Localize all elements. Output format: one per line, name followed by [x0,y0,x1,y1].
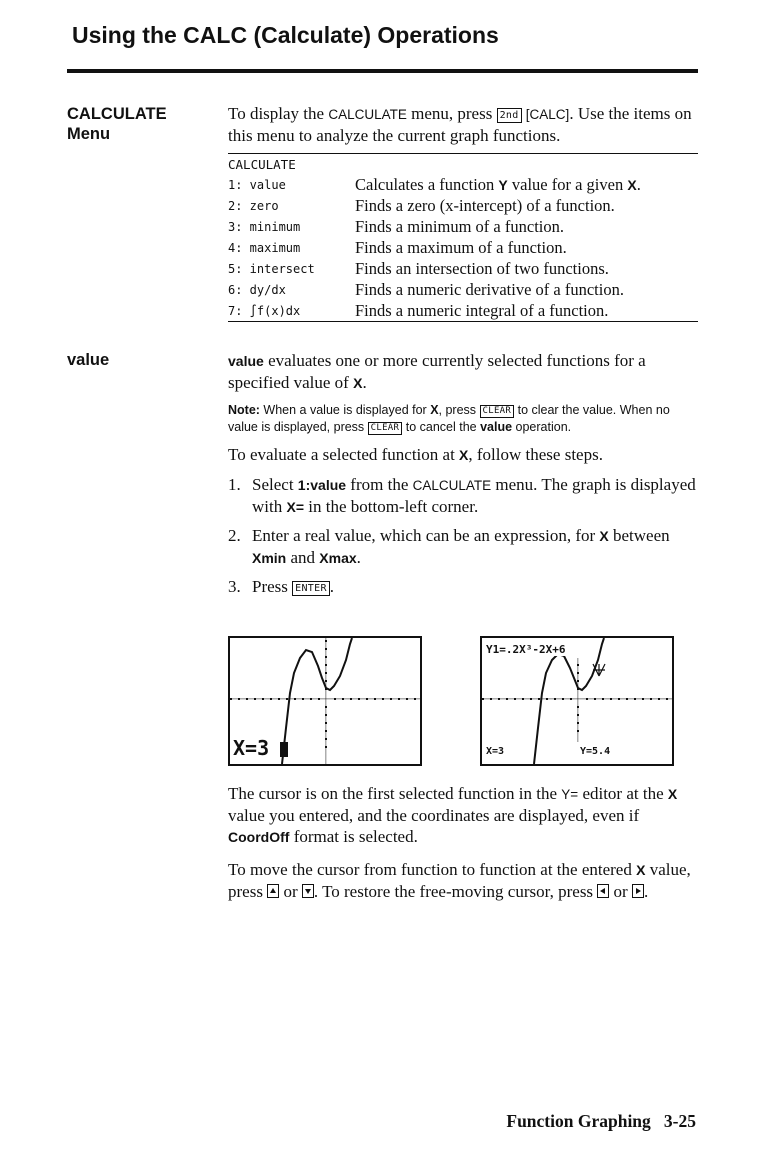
key-clear: CLEAR [480,405,515,418]
key-calc: [CALC] [525,107,570,122]
x-coordinate: X=3 [486,746,505,757]
table-row: 7: ∫f(x)dx Finds a numeric integral of a function. [228,300,609,320]
footer-section-title: Function Graphing [506,1111,651,1131]
y-coordinate: Y=5.4 [580,746,611,757]
list-item: 2. Enter a real value, which can be an expression, for X between Xmin and Xmax. [228,526,670,567]
x-input-label: X=3 [233,736,270,760]
table-row: 5: intersect Finds an intersection of two functions. [228,258,609,278]
function-readout: Y1=.2X³-2X+6 [486,643,566,656]
title-rule [67,69,698,73]
key-clear: CLEAR [368,422,403,435]
page-title: Using the CALC (Calculate) Operations [72,22,499,48]
key-2nd: 2nd [497,108,522,123]
calculator-screen-right [480,636,674,766]
table-row: 4: maximum Finds a maximum of a function. [228,237,567,257]
page-number: 3-25 [663,1111,696,1131]
right-arrow-key-icon [632,884,644,898]
table-row: 1: value Calculates a function Y value for a given X. [228,174,641,194]
table-row: 6: dy/dx Finds a numeric derivative of a function. [228,279,624,299]
left-arrow-key-icon [597,884,609,898]
page-footer [506,1111,696,1132]
graph-right [482,638,672,764]
cursor-block [280,742,288,757]
key-enter: ENTER [292,581,330,596]
after-screens-text: The cursor is on the first selected function in the Y= editor at the X value you entered, and the coordinates are displayed, even if CoordOff format is selected. To move the cursor from function to function at the entered X value, press or . To restore the free-moving cursor, press or . [228,784,691,901]
menu-name: CALCULATE [328,107,407,122]
up-arrow-key-icon [267,884,279,898]
value-body: value evaluates one or more currently selected functions for a specified value of X. Note: When a value is displayed for X, press CLEAR to clear the value. When no value is displayed, press CLEAR to cancel the value operation. To evaluate a selected function at X, follow these steps. 1. Select 1:value from the CALCULATE menu. The graph is displayed with X= in the bottom-left corner. 2. Enter a real value, which can be an expression, for X between Xmin and Xmax. 3. Press ENTER . [228,350,700,604]
list-item: 3. Press ENTER . [228,577,335,596]
value-heading: value [67,351,110,369]
note: Note: When a value is displayed for X, press CLEAR to clear the value. When no value is displayed, press CLEAR to cancel the value operation. [228,403,670,434]
list-item: 1. Select 1:value from the CALCULATE menu. The graph is displayed with X= in the bottom-left corner. [228,475,696,516]
table-row: 3: minimum Finds a minimum of a function. [228,216,564,236]
down-arrow-key-icon [302,884,314,898]
calculator-screen-left [228,636,422,766]
menu-table-heading: CALCULATE [228,157,296,172]
calculate-menu-table [228,153,698,322]
table-row: 2: zero Finds a zero (x-intercept) of a function. [228,195,615,215]
calculate-menu-heading: CALCULATE Menu [67,105,167,143]
calculate-intro: To display the CALCULATE menu, press 2nd [CALC]. Use the items on this menu to analyze the current graph functions. [228,104,692,145]
